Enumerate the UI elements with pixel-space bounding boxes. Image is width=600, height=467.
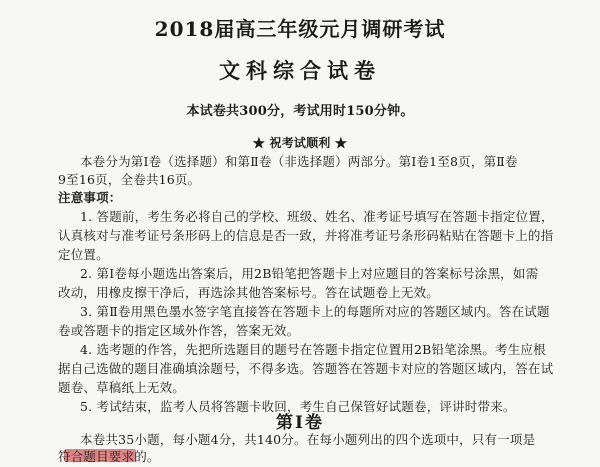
section-line-2: 符合题目要求的。 <box>58 449 160 464</box>
note-line: 卷或答题卡的指定区域外作答，答案无效。 <box>58 323 300 338</box>
blessing: ★ 祝考试顺利 ★ <box>252 136 348 150</box>
note-line: 4. 选考题的作答，先把所选题目的题号在答题卡指定位置用2B铅笔涂黑。考生应根 <box>80 342 546 357</box>
intro-line-2: 9至16页，全卷共16页。 <box>58 172 201 187</box>
note-line: 2. 第Ⅰ卷每小题选出答案后，用2B铅笔把答题卡上对应题目的答案标号涂黑，如需 <box>80 266 539 281</box>
note-line: 认真核对与准考证号条形码上的信息是否一致，并将准考证号条形码粘贴在答题卡上的指 <box>58 228 554 243</box>
section-line-1: 本卷共35小题，每小题4分，共140分。在每小题列出的四个选项中，只有一项是 <box>80 432 536 447</box>
note-line: 改动，用橡皮擦干净后，再选涂其他答案标号。答在试题卷上无效。 <box>58 285 440 300</box>
exam-info: 本试卷共300分，考试用时150分钟。 <box>186 104 414 119</box>
note-line: 据自己选做的题目准确填涂题号，不得多选。答题答在答题卡对应的答题区域内，答在试 <box>58 361 554 376</box>
notes-heading: 注意事项： <box>58 190 122 205</box>
section-title: 第Ⅰ卷 <box>276 413 324 433</box>
note-line: 定位置。 <box>58 247 109 262</box>
note-line: 5. 考试结束，监考人员将答题卡收回，考生自己保管好试题卷，评讲时带来。 <box>80 399 516 414</box>
note-line: 题卷、草稿纸上无效。 <box>58 380 186 395</box>
exam-title: 2018届高三年级元月调研考试 <box>154 17 446 41</box>
subject-title: 文科综合试卷 <box>219 58 381 83</box>
note-line: 1. 答题前，考生务必将自己的学校、班级、姓名、准考证号填写在答题卡指定位置， <box>80 209 554 224</box>
note-line: 3. 第Ⅱ卷用黑色墨水签字笔直接答在答题卡上的每题所对应的答题区域内。答在试题 <box>80 304 550 319</box>
intro-line-1: 本卷分为第Ⅰ卷（选择题）和第Ⅱ卷（非选择题）两部分。第Ⅰ卷1至8页，第Ⅱ卷 <box>80 154 518 169</box>
